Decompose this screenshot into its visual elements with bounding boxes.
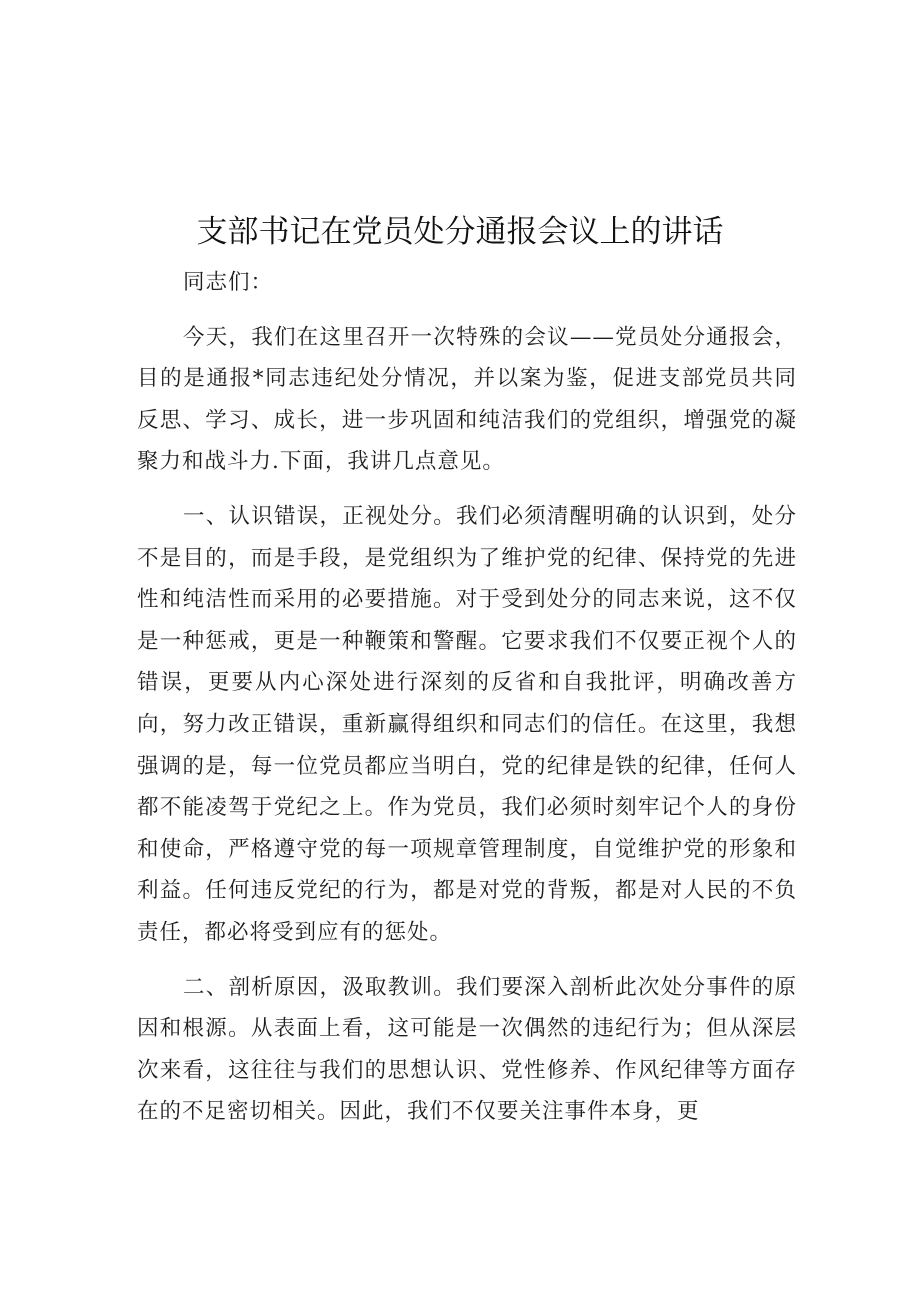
salutation: 同志们： — [183, 270, 274, 295]
paragraph-intro: 今天，我们在这里召开一次特殊的会议——党员处分通报会，目的是通报*同志违纪处分情况，并以案为鉴，促进支部党员共同反思、学习、成长，进一步巩固和纯洁我们的党组织，增强党的凝聚力和战斗力.下面，我讲几点意见。 — [137, 324, 797, 475]
paragraph-section-one: 一、认识错误，正视处分。我们必须清醒明确的认识到，处分不是目的，而是手段，是党组织为了维护党的纪律、保持党的先进性和纯洁性而采用的必要措施。对于受到处分的同志来说，这不仅是一种惩戒，更是一种鞭策和警醒。它要求我们不仅要正视个人的错误，更要从内心深处进行深刻的反省和自我批评，明确改善方向，努力改正错误，重新赢得组织和同志们的信任。在这里，我想强调的是，每一位党员都应当明白，党的纪律是铁的纪律，任何人都不能凌驾于党纪之上。作为党员，我们必须时刻牢记个人的身份和使命，严格遵守党的每一项规章管理制度，自觉维护党的形象和利益。任何违反党纪的行为，都是对党的背叛，都是对人民的不负责任，都必将受到应有的惩处。 — [137, 503, 797, 945]
document-body — [137, 262, 797, 1133]
document-title: 支部书记在党员处分通报会议上的讲话 — [196, 214, 724, 250]
paragraph-section-two: 二、剖析原因，汲取教训。我们要深入剖析此次处分事件的原因和根源。从表面上看，这可能是一次偶然的违纪行为；但从深层次来看，这往往与我们的思想认识、党性修养、作风纪律等方面存在的不足密切相关。因此，我们不仅要关注事件本身，更 — [137, 974, 797, 1125]
